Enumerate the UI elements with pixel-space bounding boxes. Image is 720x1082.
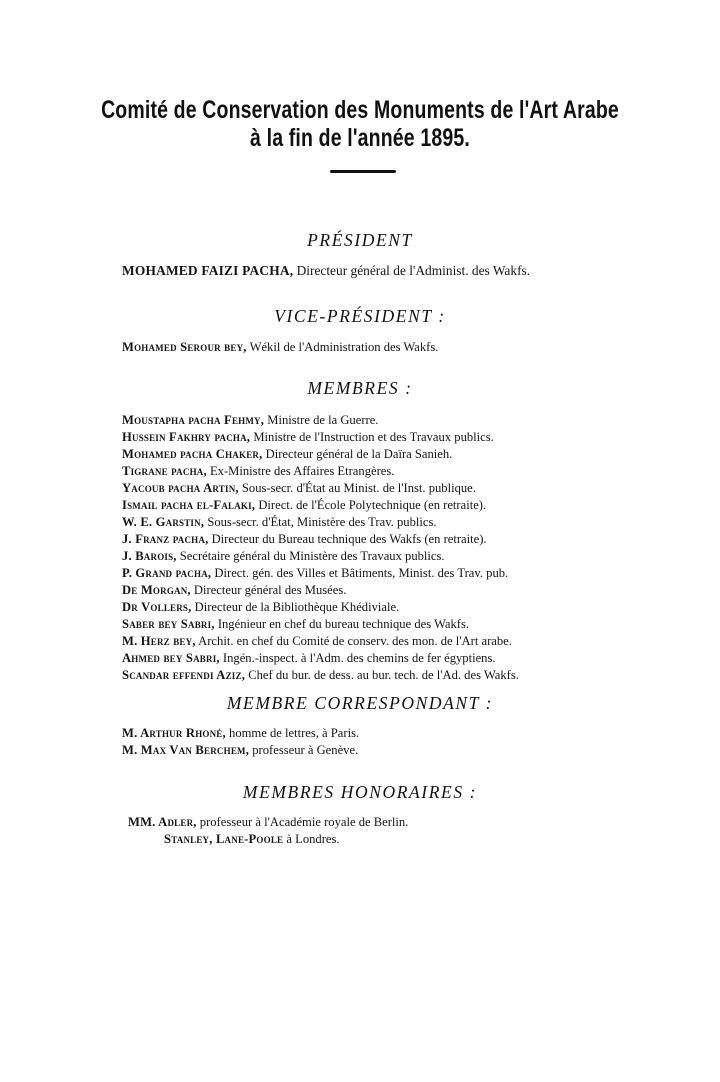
entry-name: Tigrane pacha, bbox=[122, 464, 207, 478]
entry-desc: Directeur du Bureau technique des Wakfs (en retraite). bbox=[208, 532, 487, 546]
entry-desc: Sous-secr. d'État, Ministère des Trav. publics. bbox=[204, 515, 437, 529]
entry-president bbox=[122, 263, 530, 278]
entry-desc: Directeur de la Bibliothèque Khédiviale. bbox=[191, 600, 400, 614]
entry-membre bbox=[122, 515, 437, 530]
document-title-line-1: Comité de Conservation des Monuments de l'Art Arabe bbox=[101, 96, 619, 124]
entry-name: Stanley, Lane-Poole bbox=[164, 832, 284, 846]
entry-name: M. Arthur Rhoné, bbox=[122, 726, 226, 740]
entry-desc: homme de lettres, à Paris. bbox=[225, 726, 360, 740]
entry-desc: Directeur général de la Daïra Sanieh. bbox=[262, 447, 453, 461]
entry-vice-president bbox=[122, 340, 438, 355]
entry-membre bbox=[122, 600, 399, 615]
entry-name: M. Max Van Berchem, bbox=[122, 743, 250, 757]
entry-membre bbox=[122, 532, 487, 547]
entry-membre bbox=[122, 651, 496, 666]
entry-name: Mohamed pacha Chaker, bbox=[122, 447, 263, 461]
title-divider bbox=[330, 170, 396, 173]
entry-name: Ismail pacha el-Falaki, bbox=[122, 498, 256, 512]
entry-desc: Directeur général de l'Administ. des Wakfs. bbox=[293, 263, 531, 278]
entry-correspondant bbox=[122, 743, 358, 758]
entry-membre bbox=[122, 430, 494, 445]
entry-correspondant bbox=[122, 726, 359, 741]
entry-name: De Morgan, bbox=[122, 583, 191, 597]
entry-membre bbox=[122, 447, 452, 462]
entry-name: Yacoub pacha Artin, bbox=[122, 481, 239, 495]
entry-desc: Direct. gén. des Villes et Bâtiments, Minist. des Trav. pub. bbox=[211, 566, 509, 580]
entry-name: MM. Adler, bbox=[128, 815, 197, 829]
heading-membres-honoraires: MEMBRES HONORAIRES : bbox=[242, 782, 478, 802]
entry-honoraire bbox=[164, 832, 340, 847]
entry-membre bbox=[122, 498, 486, 513]
document-title-line-2: à la fin de l'année 1895. bbox=[250, 124, 470, 152]
entry-desc: Chef du bur. de dess. au bur. tech. de l'Ad. des Wakfs. bbox=[245, 668, 519, 682]
entry-membre bbox=[122, 668, 519, 683]
entry-membre bbox=[122, 549, 445, 564]
entry-desc: Direct. de l'École Polytechnique (en retraite). bbox=[255, 498, 487, 512]
entry-name: Moustapha pacha Fehmy, bbox=[122, 413, 265, 427]
entry-name: P. Grand pacha, bbox=[122, 566, 212, 580]
entry-name: J. Barois, bbox=[122, 549, 177, 563]
entry-name: Hussein Fakhry pacha, bbox=[122, 430, 251, 444]
entry-desc: Ministre de l'Instruction et des Travaux publics. bbox=[250, 430, 494, 444]
entry-name: MOHAMED FAIZI PACHA, bbox=[122, 263, 294, 278]
entry-desc: Ministre de la Guerre. bbox=[264, 413, 379, 427]
heading-vice-president: VICE-PRÉSIDENT : bbox=[274, 306, 446, 326]
entry-name: Saber bey Sabri, bbox=[122, 617, 215, 631]
entry-desc: Wékil de l'Administration des Wakfs. bbox=[246, 340, 439, 354]
entry-desc: Secrétaire général du Ministère des Travaux publics. bbox=[176, 549, 445, 563]
entry-membre bbox=[122, 481, 476, 496]
entry-desc: Ingén.-inspect. à l'Adm. des chemins de fer égyptiens. bbox=[219, 651, 496, 665]
entry-membre bbox=[122, 566, 508, 581]
entry-membre bbox=[122, 583, 346, 598]
entry-membre bbox=[122, 617, 469, 632]
entry-name: Dr Vollers, bbox=[122, 600, 192, 614]
entry-desc: Archit. en chef du Comité de conserv. des mon. de l'Art arabe. bbox=[195, 634, 512, 648]
heading-membre-correspondant: MEMBRE CORRESPONDANT : bbox=[226, 693, 494, 713]
entry-desc: Directeur général des Musées. bbox=[190, 583, 347, 597]
entry-desc: Ex-Ministre des Affaires Etrangères. bbox=[206, 464, 395, 478]
entry-name: J. Franz pacha, bbox=[122, 532, 209, 546]
entry-name: W. E. Garstin, bbox=[122, 515, 205, 529]
entry-honoraire bbox=[128, 815, 408, 830]
entry-name: Mohamed Serour bey, bbox=[122, 340, 247, 354]
entry-desc: Sous-secr. d'État au Minist. de l'Inst. publique. bbox=[238, 481, 476, 495]
entry-membre bbox=[122, 464, 394, 479]
heading-president: PRÉSIDENT bbox=[307, 230, 413, 250]
entry-membre bbox=[122, 634, 512, 649]
entry-desc: à Londres. bbox=[283, 832, 340, 846]
entry-desc: professeur à l'Académie royale de Berlin. bbox=[196, 815, 409, 829]
entry-membre bbox=[122, 413, 378, 428]
entry-name: Scandar effendi Aziz, bbox=[122, 668, 246, 682]
heading-membres: MEMBRES : bbox=[307, 378, 413, 398]
entry-desc: Ingénieur en chef du bureau technique des Wakfs. bbox=[214, 617, 470, 631]
entry-name: Ahmed bey Sabri, bbox=[122, 651, 220, 665]
entry-desc: professeur à Genève. bbox=[249, 743, 359, 757]
entry-name: M. Herz bey, bbox=[122, 634, 196, 648]
